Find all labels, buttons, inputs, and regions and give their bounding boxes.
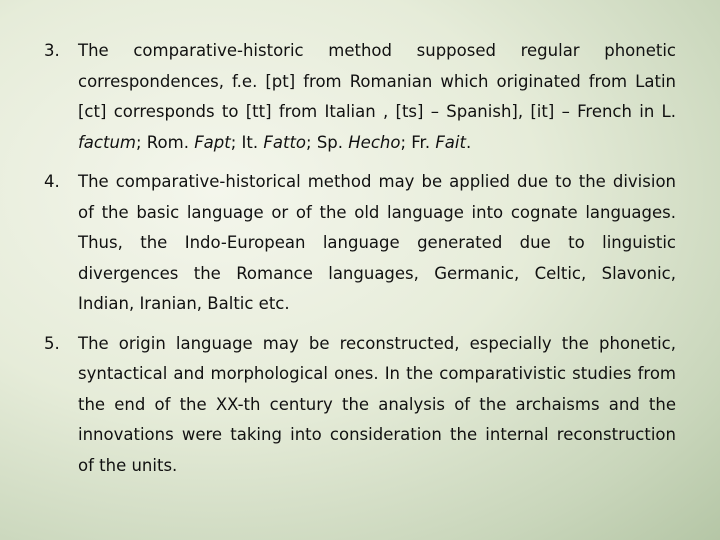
- list-item: [44, 36, 676, 158]
- list-item: [44, 167, 676, 320]
- numbered-list: [44, 36, 676, 490]
- item-number: 3.: [44, 41, 60, 60]
- list-item: [44, 329, 676, 482]
- item-text: The comparative-historical method may be applied due to the division of the basic language or of the old language into cognate languages. Thus, the Indo-European language generated due to linguistic divergences the Romance languages, Germanic, Celtic, Slavonic, Indian, Iranian, Baltic etc.: [78, 172, 676, 313]
- item-text: The origin language may be reconstructed, especially the phonetic, syntactical and morphological ones. In the comparativistic studies from the end of the XX-th century the analysis of the archaisms and the innovations were taking into consideration the internal reconstruction of the units.: [78, 333, 676, 475]
- item-number: 4.: [44, 172, 60, 191]
- item-text: The comparative-historic method supposed regular phonetic correspondences, f.e. [pt] from Romanian which originated from Latin [ct] corresponds to [tt] from Italian , [ts] – Spanish], [it] – French in L. factum; Rom. Fapt; It. Fatto; Sp. Hecho; Fr. Fait.: [78, 41, 676, 152]
- item-number: 5.: [44, 333, 60, 353]
